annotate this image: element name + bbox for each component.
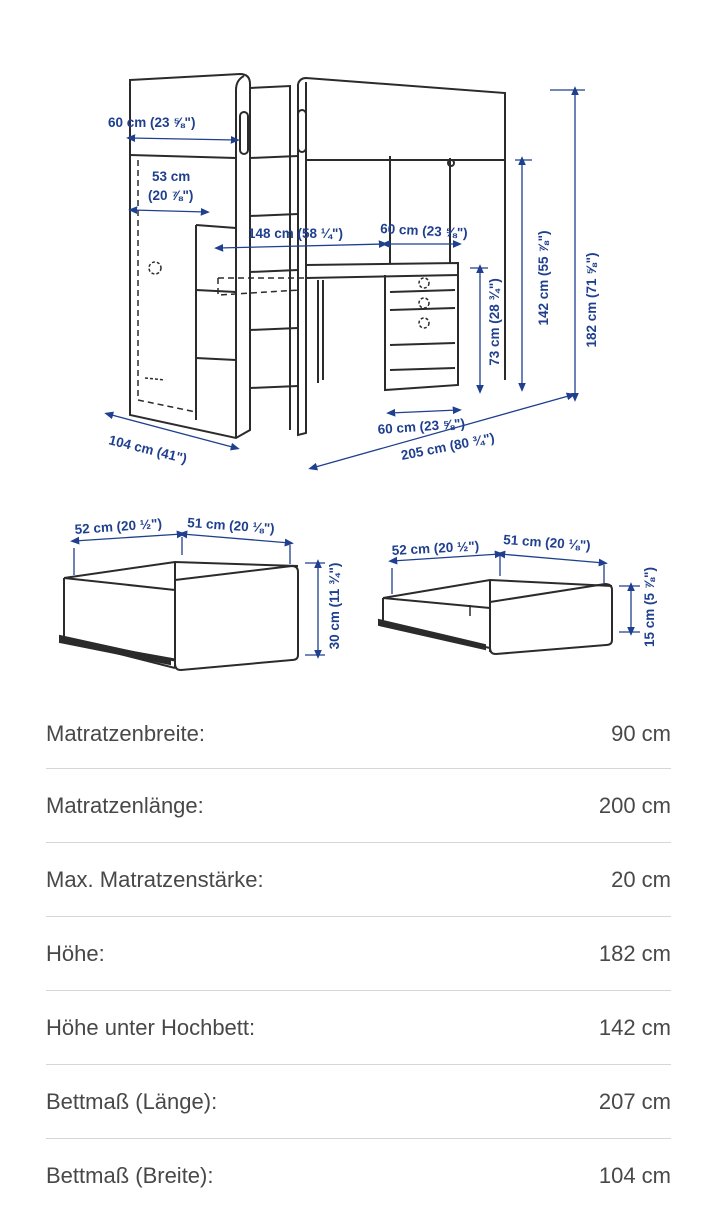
dim-small-drawer-height-label: 15 cm (5 ⅞") [642,567,657,647]
dim-inner-width-in-label: (20 ⅞") [148,188,194,203]
small-drawer-dimension-lines [392,554,640,632]
spec-row-bed-length [46,1065,671,1139]
spec-label: Bettmaß (Breite): [46,1162,214,1188]
spec-row-height [46,917,671,991]
dim-large-drawer-height-label: 30 cm (11 ¾") [327,562,342,650]
dim-desk-length-label: 148 cm (58 ¼") [248,226,343,241]
dim-desk-height-label: 73 cm (28 ¾") [487,278,502,366]
spec-value: 142 cm [598,1014,671,1040]
spec-value: 20 cm [611,866,671,892]
dim-under-bed-height-label: 142 cm (55 ⅞") [536,230,551,326]
large-drawer-dimension-labels [74,515,342,649]
spec-row-mattress-length [46,769,671,843]
spec-row-bed-width [46,1139,671,1212]
large-drawer-drawing [60,562,298,670]
spec-row-height-under-bed [46,991,671,1065]
dim-total-depth-label: 104 cm (41") [107,432,189,467]
dim-small-drawer-width-label: 52 cm (20 ½") [391,538,480,558]
spec-label: Max. Matratzenstärke: [46,866,264,892]
spec-row-max-mattress-thickness [46,843,671,917]
dim-large-drawer-depth-label: 51 cm (20 ⅛") [186,515,276,537]
dim-inner-width-label: 53 cm [152,169,191,184]
spec-list [46,700,671,1212]
dim-small-drawer-depth-label: 51 cm (20 ⅛") [502,532,592,554]
large-drawer-dimension-lines [74,534,325,655]
dim-large-drawer-width-label: 52 cm (20 ½") [74,515,163,537]
spec-value: 207 cm [598,1088,671,1114]
spec-label: Bettmaß (Länge): [46,1088,218,1114]
dim-desk-depth-label: 60 cm (23 ⅝") [379,221,468,241]
spec-label: Matratzenbreite: [46,721,205,746]
dim-total-height-label: 182 cm (71 ⅝") [584,252,599,348]
spec-value: 200 cm [598,792,671,818]
small-drawer-drawing [379,580,612,654]
spec-value: 182 cm [598,940,671,966]
dim-desk-base-label: 60 cm (23 ⅝") [377,415,466,437]
spec-row-mattress-width [46,700,671,769]
dim-top-width-label: 60 cm (23 ⅝") [108,115,196,130]
spec-label: Höhe unter Hochbett: [46,1014,256,1040]
spec-value: 90 cm [611,721,671,746]
dim-total-length-label: 205 cm (80 ¾") [399,430,496,463]
spec-value: 104 cm [598,1162,671,1188]
spec-label: Matratzenlänge: [46,792,204,818]
spec-label: Höhe: [46,940,105,966]
